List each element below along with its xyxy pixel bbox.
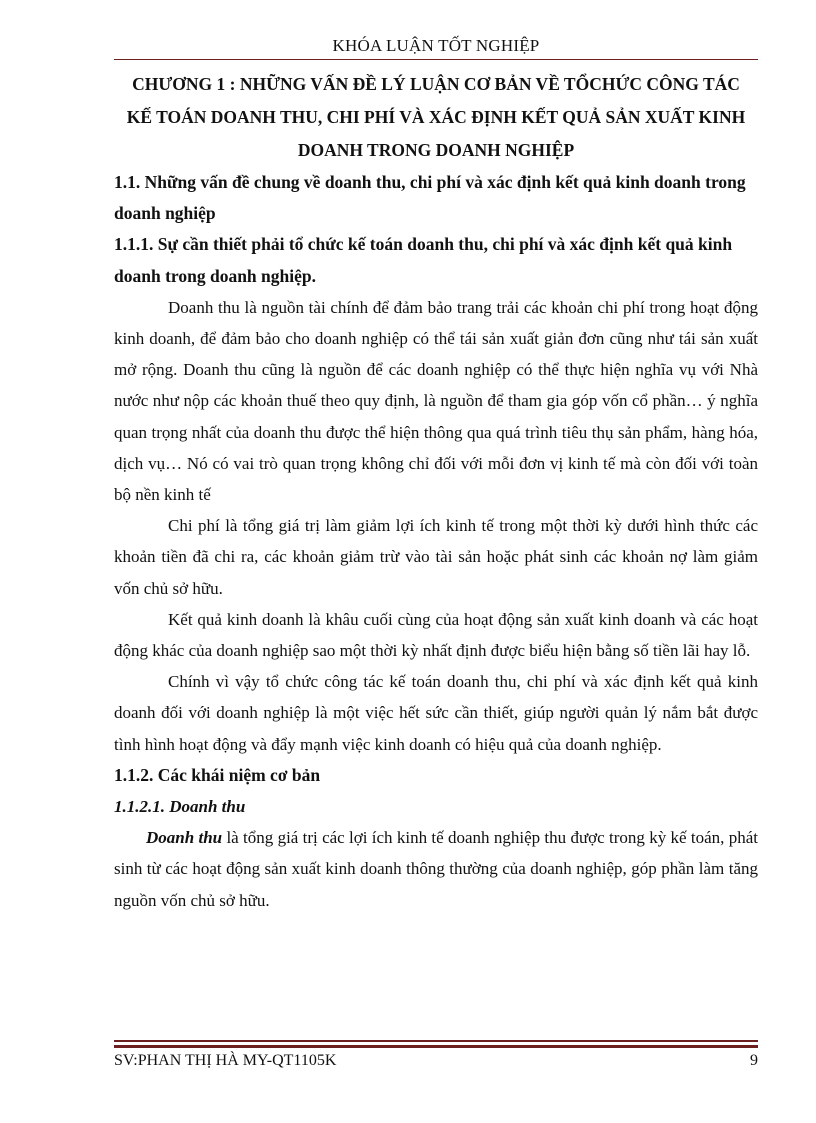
footer-rule — [114, 1040, 758, 1048]
paragraph-revenue: Doanh thu là nguồn tài chính để đảm bảo trang trải các khoản chi phí trong hoạt động kinh doanh, để đảm bảo cho doanh nghiệp có thể tái sản xuất giản đơn cũng như tái sản xuất mở rộng. Doanh thu cũng là nguồn để các doanh nghiệp có thể thực hiện nghĩa vụ với Nhà nước như nộp các khoản thuế theo quy định, là nguồn để tham gia góp vốn cổ phần… ý nghĩa quan trọng nhất của doanh thu được thể hiện thông qua quá trình tiêu thụ sản phẩm, hàng hóa, dịch vụ… Nó có vai trò quan trọng không chỉ đối với mỗi đơn vị kinh tế mà còn đối với toàn bộ nền kinh tế — [114, 297, 758, 505]
section-heading-1-1-2: 1.1.2. Các khái niệm cơ bản — [114, 764, 321, 785]
section-heading-1-1-1: 1.1.1. Sự cần thiết phải tổ chức kế toán doanh thu, chi phí và xác định kết quả kinh doanh trong doanh nghiệp. — [114, 234, 733, 286]
page-content — [114, 68, 758, 916]
header-rule — [114, 59, 758, 60]
page-number: 9 — [750, 1052, 758, 1069]
footer-author: SV:PHAN THỊ HÀ MY-QT1105K — [114, 1052, 337, 1069]
paragraph-conclusion: Chính vì vậy tổ chức công tác kế toán doanh thu, chi phí và xác định kết quả kinh doanh đối với doanh nghiệp là một việc hết sức cần thiết, giúp người quản lý nắm bắt được tình hình hoạt động và đẩy mạnh việc kinh doanh có hiệu quả của doanh nghiệp. — [114, 672, 758, 754]
running-header: KHÓA LUẬN TỐT NGHIỆP — [332, 36, 540, 55]
section-heading-1-1: 1.1. Những vấn đề chung về doanh thu, chi phí và xác định kết quả kinh doanh trong doanh nghiệp — [114, 172, 746, 224]
paragraph-revenue-definition — [114, 822, 758, 916]
definition-text: là tổng giá trị các lợi ích kinh tế doanh nghiệp thu được trong kỳ kế toán, phát sinh từ các hoạt động sản xuất kinh doanh thông thường của doanh nghiệp, góp phần làm tăng nguồn vốn chủ sở hữu. — [114, 828, 758, 910]
paragraph-result: Kết quả kinh doanh là khâu cuối cùng của hoạt động sản xuất kinh doanh và các hoạt động khác của doanh nghiệp sao một thời kỳ nhất định được biểu hiện bằng số tiền lãi hay lỗ. — [114, 609, 758, 661]
section-heading-1-1-2-1: 1.1.2.1. Doanh thu — [114, 797, 246, 817]
defined-term: Doanh thu — [146, 828, 223, 848]
chapter-title: CHƯƠNG 1 : NHỮNG VẤN ĐỀ LÝ LUẬN CƠ BẢN VỀ TỔCHỨC CÔNG TÁC KẾ TOÁN DOANH THU, CHI PHÍ VÀ XÁC ĐỊNH KẾT QUẢ SẢN XUẤT KINH DOANH TRONG DOANH NGHIỆP — [126, 74, 746, 160]
paragraph-cost: Chi phí là tổng giá trị làm giảm lợi ích kinh tế trong một thời kỳ dưới hình thức các khoản tiền đã chi ra, các khoản giảm trừ vào tài sản hoặc phát sinh các khoản nợ làm giảm vốn chủ sở hữu. — [114, 516, 758, 598]
